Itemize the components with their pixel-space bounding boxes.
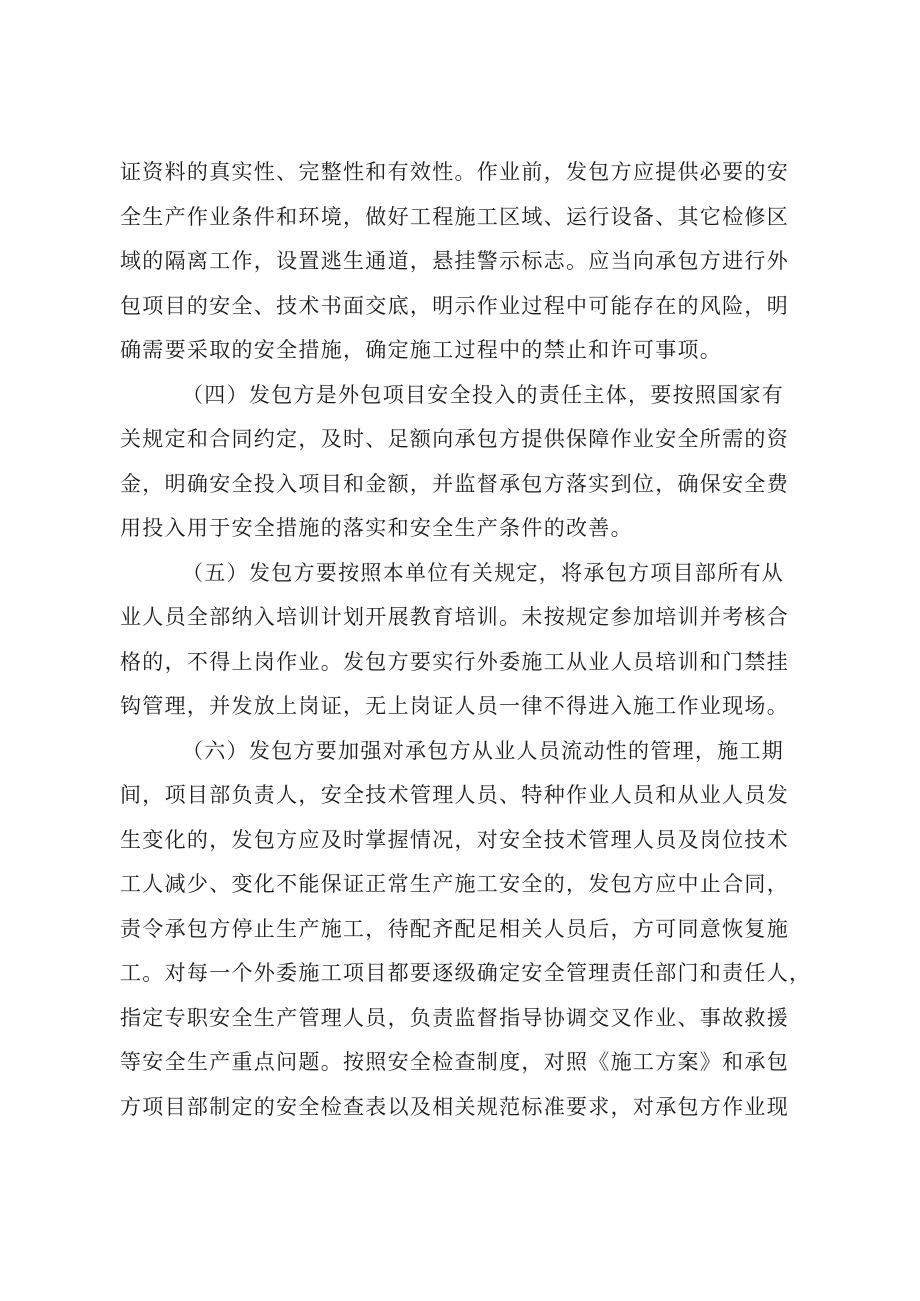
text-line: 工人减少、变化不能保证正常生产施工安全的，发包方应中止合同， — [120, 872, 789, 896]
paragraph-continuation — [120, 150, 830, 373]
text-line: 等安全生产重点问题。按照安全检查制度，对照《施工方案》和承包 — [120, 1050, 789, 1074]
text-line: 责令承包方停止生产施工，待配齐配足相关人员后，方可同意恢复施 — [120, 916, 789, 941]
text-line: 工。对每一个外委施工项目都要逐级确定安全管理责任部门和责任人， — [120, 961, 812, 985]
text-line: （六）发包方要加强对承包方从业人员流动性的管理，施工期 — [182, 738, 785, 763]
paragraph-item-6 — [120, 729, 830, 1130]
paragraph-item-5 — [120, 551, 830, 729]
text-line: 生变化的，发包方应及时掌握情况，对安全技术管理人员及岗位技术 — [120, 827, 789, 852]
text-line: 业人员全部纳入培训计划开展教育培训。未按规定参加培训并考核合 — [120, 605, 789, 629]
paragraph-item-4 — [120, 373, 830, 551]
text-line: 全生产作业条件和环境，做好工程施工区域、运行设备、其它检修区 — [120, 204, 789, 229]
text-line: 确需要采取的安全措施，确定施工过程中的禁止和许可事项。 — [120, 338, 723, 362]
text-line: 关规定和合同约定，及时、足额向承包方提供保障作业安全所需的资 — [120, 427, 789, 451]
text-line: 格的，不得上岗作业。发包方要实行外委施工从业人员培训和门禁挂 — [120, 649, 789, 674]
text-line: （五）发包方要按照本单位有关规定，将承包方项目部所有从 — [182, 560, 785, 585]
text-line: 域的隔离工作，设置逃生通道，悬挂警示标志。应当向承包方进行外 — [120, 249, 789, 273]
text-line: 间，项目部负责人，安全技术管理人员、特种作业人员和从业人员发 — [120, 783, 789, 807]
text-line: 包项目的安全、技术书面交底，明示作业过程中可能存在的风险，明 — [120, 293, 789, 318]
text-line: 用投入用于安全措施的落实和安全生产条件的改善。 — [120, 516, 633, 540]
text-line: （四）发包方是外包项目安全投入的责任主体，要按照国家有 — [182, 382, 785, 407]
text-line: 指定专职安全生产管理人员，负责监督指导协调交叉作业、事故救援 — [120, 1005, 789, 1030]
text-line: 钩管理，并发放上岗证，无上岗证人员一律不得进入施工作业现场。 — [120, 694, 789, 718]
text-line: 金，明确安全投入项目和金额，并监督承包方落实到位，确保安全费 — [120, 471, 789, 496]
text-line: 证资料的真实性、完整性和有效性。作业前，发包方应提供必要的安 — [120, 160, 789, 184]
text-line: 方项目部制定的安全检查表以及相关规范标准要求，对承包方作业现 — [120, 1094, 789, 1119]
document-body — [120, 150, 830, 1129]
